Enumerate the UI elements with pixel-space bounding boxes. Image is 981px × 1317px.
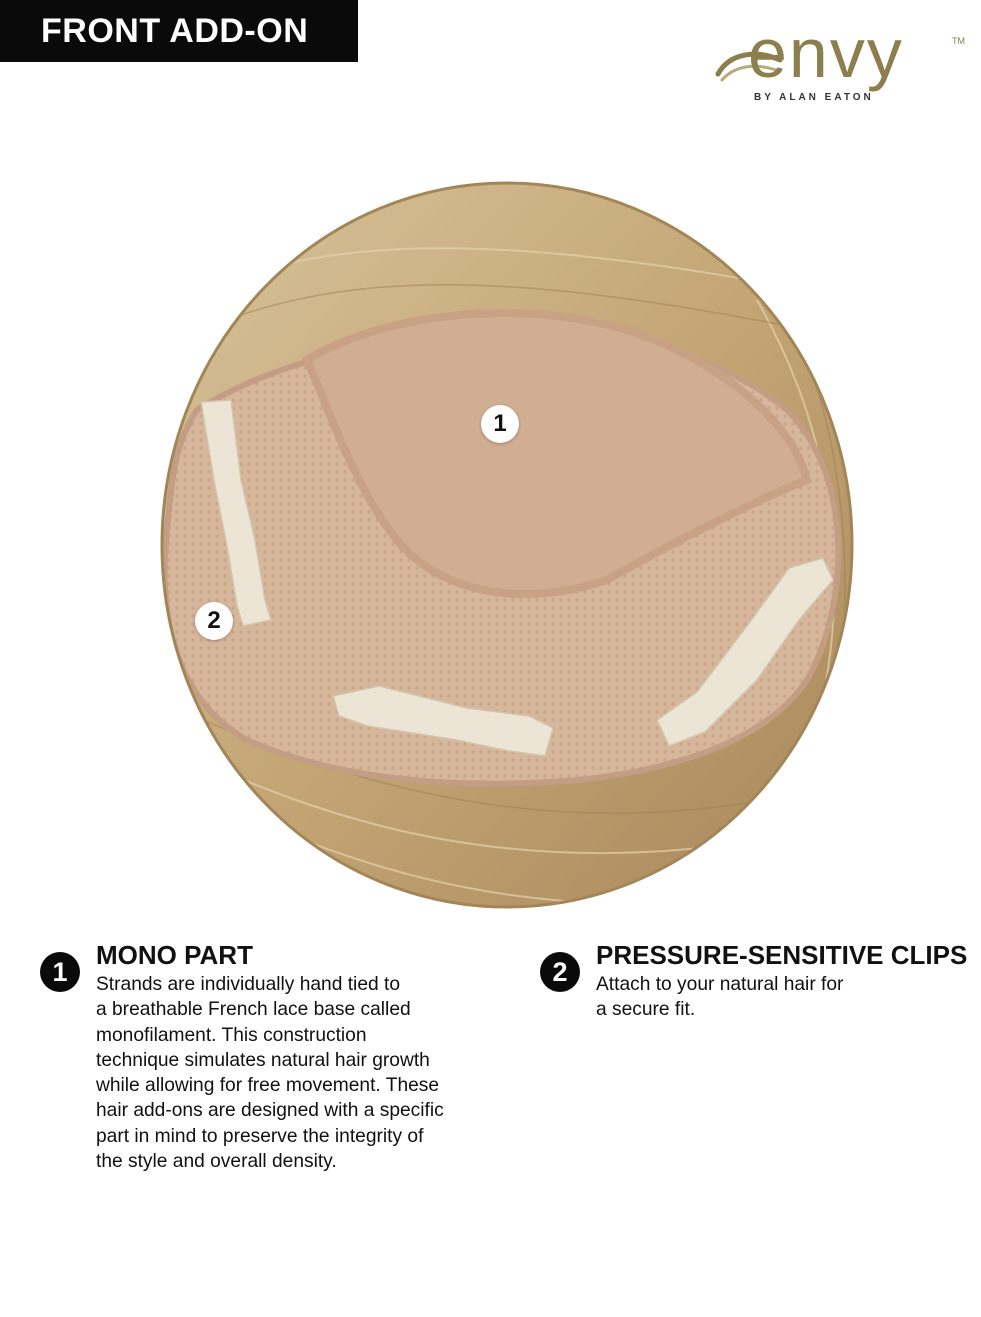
logo-wordmark: envy xyxy=(748,14,904,92)
feature-pressure-clips xyxy=(540,940,968,1046)
mono-part-marker: 1 xyxy=(481,405,519,443)
clips-marker: 2 xyxy=(195,602,233,640)
feature-description: Attach to your natural hair for a secure fit. xyxy=(596,974,844,1021)
logo-tagline: BY ALAN EATON xyxy=(754,92,874,103)
feature-title: PRESSURE-SENSITIVE CLIPS xyxy=(596,940,968,970)
product-photo xyxy=(157,180,857,910)
feature-number-badge: 2 xyxy=(540,952,580,992)
brand-logo xyxy=(714,14,974,106)
feature-number-badge: 1 xyxy=(40,952,80,992)
trademark-symbol: TM xyxy=(952,36,965,46)
feature-title: MONO PART xyxy=(96,940,253,970)
product-type-badge: FRONT ADD-ON xyxy=(0,0,358,62)
hairpiece-illustration xyxy=(157,180,857,910)
feature-description: Strands are individually hand tied to a breathable French lace base called monofilament. This construction technique simulates natural hair growth while allowing for free movement. These hair add-ons are designed with a specific part in mind to preserve the integrity of the style and overall density. xyxy=(96,974,444,1173)
feature-mono-part xyxy=(40,940,480,1186)
